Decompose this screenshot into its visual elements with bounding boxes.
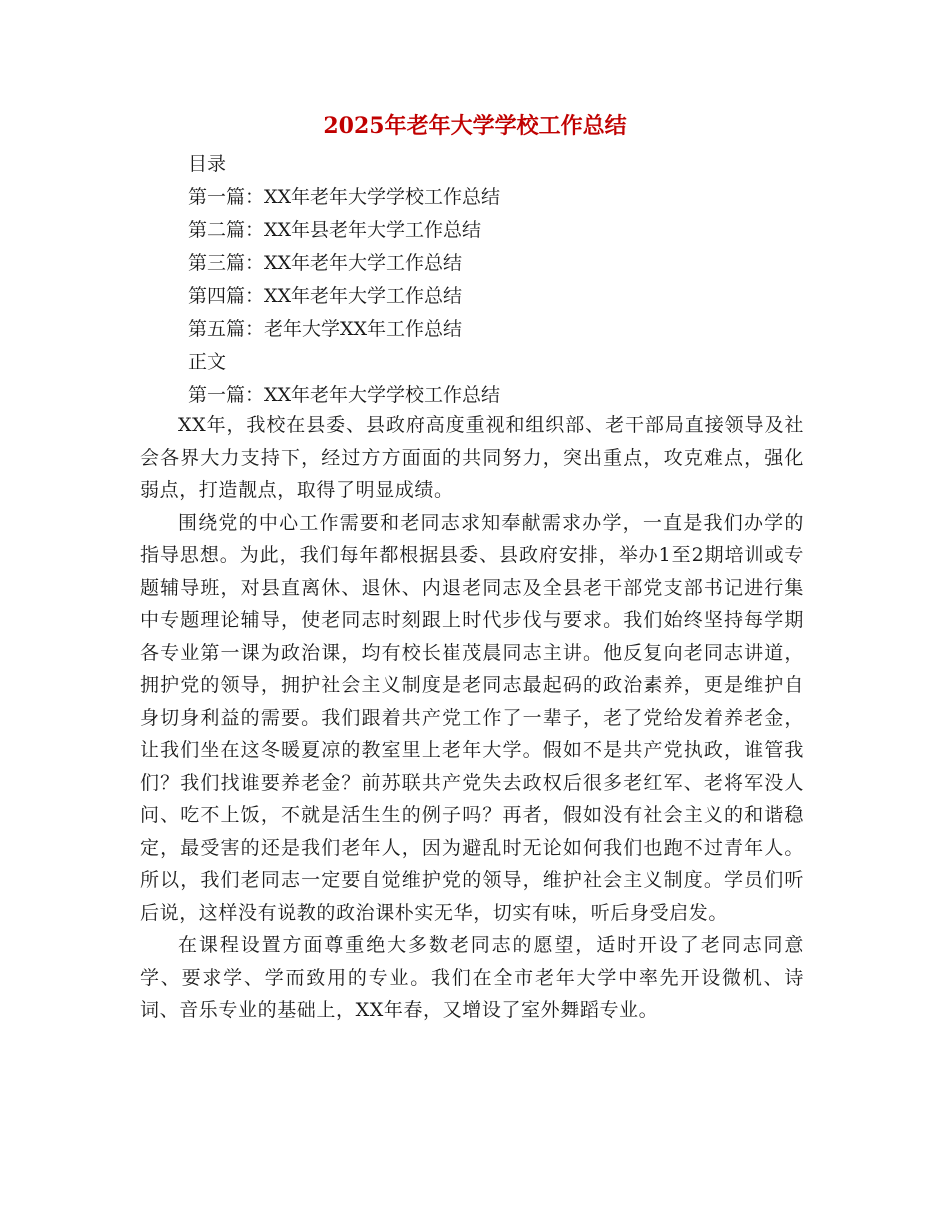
toc-item: 第一篇：XX年老年大学学校工作总结 [188, 186, 501, 208]
table-of-contents [188, 148, 808, 412]
section-title: 第一篇：XX年老年大学学校工作总结 [188, 384, 501, 406]
body-heading: 正文 [188, 351, 227, 373]
toc-item: 第四篇：XX年老年大学工作总结 [188, 285, 463, 307]
document-title: 2025年老年大学学校工作总结 [323, 113, 627, 139]
toc-heading: 目录 [188, 153, 227, 175]
paragraph: XX年，我校在县委、县政府高度重视和组织部、老干部局直接领导及社会各界大力支持下，经过方方面面的共同努力，突出重点，攻克难点，强化弱点，打造靓点，取得了明显成绩。 [140, 414, 804, 501]
body-text [140, 409, 804, 1027]
toc-item: 第三篇：XX年老年大学工作总结 [188, 252, 463, 274]
toc-item: 第二篇：XX年县老年大学工作总结 [188, 219, 482, 241]
paragraph: 在课程设置方面尊重绝大多数老同志的愿望，适时开设了老同志同意学、要求学、学而致用的专业。我们在全市老年大学中率先开设微机、诗词、音乐专业的基础上，XX年春，又增设了室外舞蹈专业。 [140, 934, 804, 1021]
paragraph: 围绕党的中心工作需要和老同志求知奉献需求办学，一直是我们办学的指导思想。为此，我们每年都根据县委、县政府安排，举办1至2期培训或专题辅导班，对县直离休、退休、内退老同志及全县老干部党支部书记进行集中专题理论辅导，使老同志时刻跟上时代步伐与要求。我们始终坚持每学期各专业第一课为政治课，均有校长崔茂晨同志主讲。他反复向老同志讲道，拥护党的领导，拥护社会主义制度是老同志最起码的政治素养，更是维护自身切身利益的需要。我们跟着共产党工作了一辈子，老了党给发着养老金，让我们坐在这冬暖夏凉的教室里上老年大学。假如不是共产党执政，谁管我们？我们找谁要养老金？前苏联共产党失去政权后很多老红军、老将军没人问、吃不上饭，不就是活生生的例子吗？再者，假如没有社会主义的和谐稳定，最受害的还是我们老年人，因为避乱时无论如何我们也跑不过青年人。所以，我们老同志一定要自觉维护党的领导，维护社会主义制度。学员们听后说，这样没有说教的政治课朴实无华，切实有味，听后身受启发。 [140, 511, 804, 924]
toc-item: 第五篇：老年大学XX年工作总结 [188, 318, 463, 340]
